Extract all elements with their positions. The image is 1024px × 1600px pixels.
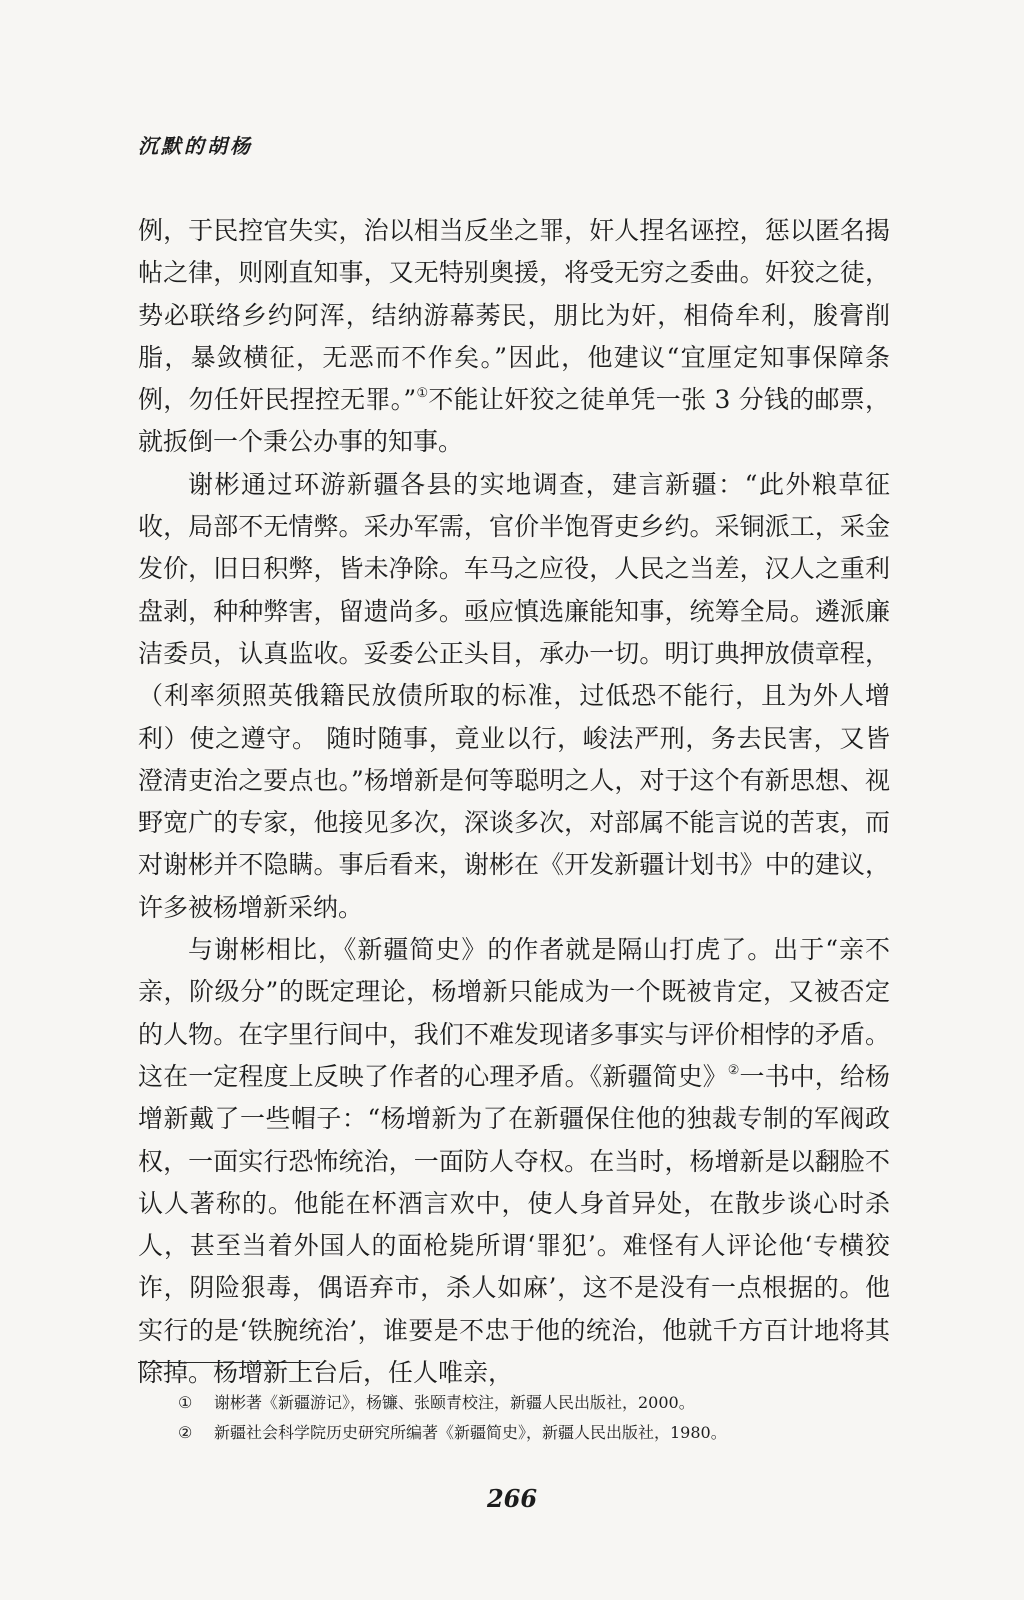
footnote-ref-2: ②	[727, 1062, 740, 1078]
paragraph-2: 谢彬通过环游新疆各县的实地调查，建言新疆：“此外粮草征收，局部不无情弊。采办军需，官价半饱胥吏乡约。采铜派工，采金发价，旧日积弊，皆未净除。车马之应役，人民之当差，汉人之重利盘剥，种种弊害，留遗尚多。亟应慎选廉能知事，统筹全局。遴派廉洁委员，认真监收。妥委公正头目，承办一切。明订典押放债章程，（利率须照英俄籍民放债所取的标准，过低恐不能行，且为外人增利）使之遵守。 随时随事，竟业以行，峻法严刑，务去民害，又皆澄清吏治之要点也。”杨增新是何等聪明之人，对于这个有新思想、视野宽广的专家，他接见多次，深谈多次，对部属不能言说的苦衷，而对谢彬并不隐瞒。事后看来，谢彬在《开发新疆计划书》中的建议，许多被杨增新采纳。	[138, 469, 890, 922]
paragraph-1-tail: 不能让奸狡之徒单凭一张 3 分钱的邮票，就扳倒一个秉公办事的知事。	[138, 385, 890, 457]
paragraph-3-tail: 一书中，给杨增新戴了一些帽子：“杨增新为了在新疆保住他的独裁专制的军阀政权，一面实行恐怖统治，一面防人夺权。在当时，杨增新是以翻脸不认人著称的。他能在杯酒言欢中，使人身首异处，在散步谈心时杀人，甚至当着外国人的面枪毙所谓‘罪犯’。难怪有人评论他‘专横狡诈，阴险狠毒，偶语弃市，杀人如麻’，这不是没有一点根据的。他实行的是‘铁腕统治’，谁要是不忠于他的统治，他就千方百计地将其除掉。杨增新上台后，任人唯亲，	[138, 1061, 890, 1388]
footnotes	[178, 1388, 898, 1448]
page-number: 266	[486, 1484, 538, 1513]
running-header: 沉默的胡杨	[138, 134, 253, 158]
paragraph-3-head: 与谢彬相比，《新疆简史》的作者就是隔山打虎了。出于“亲不亲，阶级分”的既定理论，杨增新只能成为一个既被肯定，又被否定的人物。在字里行间中，我们不难发现诸多事实与评价相悖的矛盾。这在一定程度上反映了作者的心理矛盾。《新疆简史》	[138, 935, 890, 1091]
footnote-divider	[138, 1362, 320, 1363]
paragraph-3	[138, 929, 890, 1394]
footnote-1-text: 谢彬著《新疆游记》，杨镰、张颐青校注，新疆人民出版社，2000。	[214, 1393, 695, 1412]
footnote-1-mark: ①	[178, 1393, 193, 1412]
footnote-2-mark: ②	[178, 1423, 193, 1442]
footnote-1	[178, 1388, 898, 1418]
paragraph-1-text: 例，于民控官失实，治以相当反坐之罪，奸人捏名诬控，惩以匿名揭帖之律，则刚直知事，又无特别奥援，将受无穷之委曲。奸狡之徒，势必联络乡约阿浑，结纳游幕莠民，朋比为奸，相倚牟利，朘膏削脂，暴敛横征，无恶而不作矣。”因此，他建议“宜厘定知事保障条例，勿任奸民捏控无罪。”	[138, 216, 890, 415]
paragraph-1	[138, 210, 890, 464]
footnote-2	[178, 1418, 898, 1448]
body-text	[138, 210, 890, 1394]
footnote-ref-1: ①	[416, 385, 429, 401]
footnote-2-text: 新疆社会科学院历史研究所编著《新疆简史》，新疆人民出版社，1980。	[214, 1423, 727, 1442]
